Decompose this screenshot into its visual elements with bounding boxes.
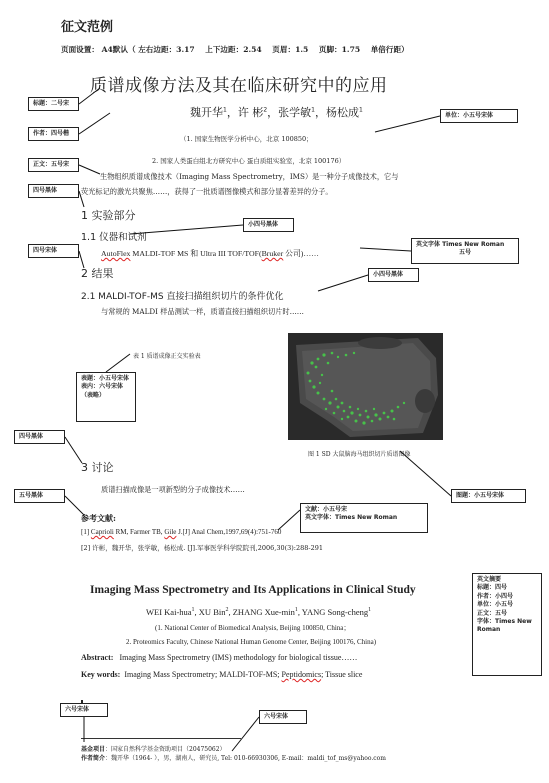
body-text: 公司)……	[283, 249, 319, 258]
callout-line: 文献：小五号宋	[305, 506, 348, 513]
spellcheck-word: Gile	[164, 528, 177, 536]
callout-subsection2-format: 小四号黑体	[368, 268, 419, 282]
keywords-label-en: Key words:	[81, 670, 121, 679]
abstract-line-1: 生物组织质谱成像技术（Imaging Mass Spectrometry，IMS）是一种分子成像技术，它与	[100, 172, 399, 181]
keywords-body-en: Imaging Mass Spectrometry; MALDI-TOF-MS;	[124, 670, 282, 679]
keywords-body-en: ; Tissue slice	[321, 670, 363, 679]
author-name-en: , XU Bin	[194, 607, 226, 617]
spellcheck-word: Peptidomics	[281, 670, 322, 679]
abstract-label-en: Abstract:	[81, 653, 114, 662]
callout-line: （表略）	[81, 391, 106, 399]
section-1-heading: 1 实验部分	[81, 209, 136, 222]
abstract-line-2: 荧光标记的激光共聚焦……，获得了一批质谱图像模式和部分显著差异的分子。	[81, 187, 333, 196]
affiliation-1-cn: （1. 国家生物医学分析中心，北京 100850；	[180, 135, 313, 143]
footnote-author-body: ：魏开华（1964- ），男，湖南人，研究员, Tel: 010-66930306, E-mail：maldi_tof_ms@yahoo.com	[105, 755, 386, 762]
callout-section3-format: 四号黑体	[14, 430, 65, 444]
section-1-1-heading: 1.1 仪器和试剂	[81, 232, 147, 243]
author-name: ，许 彬	[226, 106, 264, 119]
footnote-fund-label: 基金项目	[81, 746, 106, 753]
section-3-body: 质谱扫描成像是一项新型的分子成像技术……	[101, 485, 245, 494]
callout-author-format: 作者：四号楷	[28, 127, 79, 141]
author-superscript: 1	[223, 106, 227, 114]
abstract-body-en: Imaging Mass Spectrometry (IMS) methodology for biological tissue……	[119, 653, 358, 662]
paper-title-en: Imaging Mass Spectrometry and Its Applications in Clinical Study	[90, 584, 416, 596]
callout-affiliation-format: 单位：小五号宋体	[440, 109, 518, 123]
section-2-heading: 2 结果	[81, 267, 114, 280]
page-settings-line: 页面设置： A4默认（ 左右边距：3.17 上下边距：2.54 页眉：1.5 页脚：1.75 单倍行距）	[61, 45, 409, 54]
ref-text: J.[J] Anal Chem,1997,69(4):751-760	[176, 528, 282, 536]
table-caption: 表 1 质谱成像正交实验表	[133, 353, 201, 360]
reference-2: [2] 许彬，魏开华，张学敏，杨松成. [J].军事医学科学院院刊,2006,30(3):288-291	[81, 544, 324, 552]
callout-figure-format: 图题：小五号宋体	[451, 489, 526, 503]
affiliation-2-cn: 2. 国家人类蛋白组北方研究中心 蛋白质组实验室，北京 100176）	[152, 157, 346, 165]
references-heading: 参考文献:	[81, 513, 116, 523]
callout-line: 五号	[458, 249, 471, 257]
ref-text: RM, Farmer TB,	[113, 528, 165, 536]
author-superscript-en: 1	[294, 607, 298, 614]
section-3-heading: 3 讨论	[81, 461, 114, 474]
callout-line: 作者：小四号	[477, 592, 514, 600]
callout-footnote-format: 六号宋体	[60, 703, 108, 717]
author-name-en: , ZHANG Xue-min	[228, 607, 295, 617]
footnote-author-label: 作者简介	[81, 755, 106, 762]
body-text: MALDI-TOF MS 和 Ultra III TOF/TOF(	[130, 249, 262, 258]
ref-text: [1]	[81, 528, 91, 536]
author-superscript: 2	[263, 106, 268, 114]
author-name-en: WEI Kai-hua	[146, 607, 192, 617]
callout-line: 标题：四号	[477, 584, 508, 592]
section-2-1-heading: 2.1 MALDI-TOF-MS 直接扫描组织切片的条件优化	[81, 292, 284, 302]
callout-line: 英文字体：Times New Roman	[305, 514, 398, 522]
author-superscript-en: 2	[225, 607, 229, 614]
affiliation-2-en: 2. Proteomics Faculty, Chinese National Human Genome Center, Beijing 100176, China)	[126, 638, 377, 646]
callout-refs-format: 五号黑体	[14, 489, 65, 503]
affiliation-1-en: (1. National Center of Biomedical Analysis, Beijing 100850, China；	[155, 624, 351, 632]
callout-footnote2-format: 六号宋体	[259, 710, 307, 724]
callout-line: 表内：六号宋体	[81, 383, 124, 391]
spellcheck-word: AutoFlex	[101, 249, 131, 258]
author-name: 魏开华	[190, 106, 223, 119]
callout-line: 表题：小五号宋体	[81, 375, 130, 382]
callout-line: 英文摘要	[477, 576, 502, 583]
footnote-fund-body: ：国家自然科学基金资助项目（20475062）	[105, 746, 226, 753]
author-superscript-en: 1	[191, 607, 195, 614]
callout-section-format: 四号黑体	[28, 184, 79, 198]
author-name: ，杨松成	[314, 106, 359, 119]
callout-section2-format: 四号宋体	[28, 244, 79, 258]
callout-title-format: 标题：二号宋	[28, 97, 79, 111]
callout-line: 字体：Times New Roman	[477, 617, 532, 634]
section-2-1-body: 与常规的 MALDI 样品测试一样，质谱直接扫描组织切片时……	[101, 307, 304, 316]
page-heading: 征文范例	[61, 20, 114, 35]
spellcheck-word: Bruker	[261, 249, 284, 258]
author-name-en: , YANG Song-cheng	[297, 607, 369, 617]
callout-subsection-format: 小四号黑体	[243, 218, 294, 232]
author-superscript-en: 1	[368, 607, 372, 614]
callout-line: 英文字体 Times New Roman	[416, 241, 505, 248]
author-superscript: 1	[358, 106, 363, 114]
author-name: ，张学敏	[267, 106, 312, 119]
paper-title-cn: 质谱成像方法及其在临床研究中的应用	[90, 76, 388, 96]
callout-line: 单位：小五号	[477, 601, 514, 609]
author-superscript: 1	[311, 106, 315, 114]
figure-caption: 图 1 SD 大鼠脑海马组织切片质谱图像	[308, 451, 411, 458]
callout-body-format: 正文：五号宋	[28, 158, 79, 172]
spellcheck-word: Caprioli	[90, 528, 114, 536]
callout-line: 正文：五号	[477, 609, 508, 617]
